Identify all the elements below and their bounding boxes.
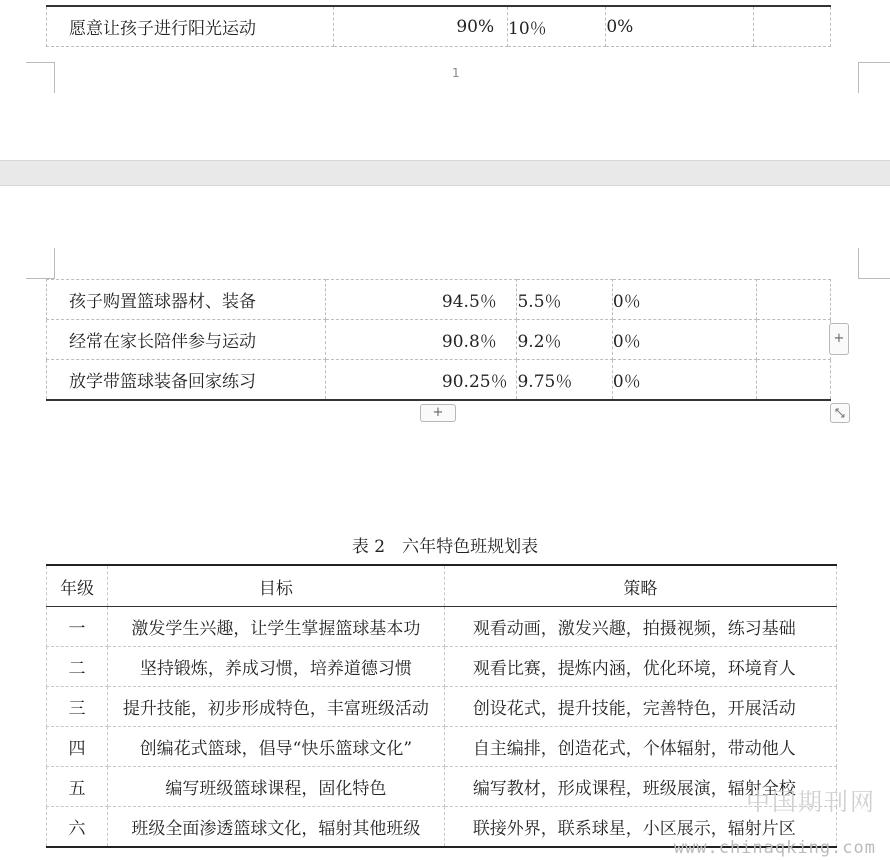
add-column-button[interactable]: + [829, 323, 849, 355]
strategy-cell: 自主编排，创造花式，个体辐射，带动他人 [444, 727, 836, 767]
page-corner-mark [858, 62, 890, 93]
page-corner-mark [858, 248, 890, 279]
grade-cell: 三 [47, 687, 108, 727]
add-row-button[interactable]: + [420, 404, 456, 422]
row-value-no: 0% [606, 6, 754, 47]
resize-icon [834, 407, 846, 419]
grade-cell: 五 [47, 767, 108, 807]
grade-cell: 一 [47, 607, 108, 647]
row-item: 孩子购置篮球器材、装备 [47, 280, 326, 320]
row-value-yes: 94.5％ [325, 280, 517, 320]
plan-table [46, 564, 837, 848]
row-value-yes: 90.25％ [325, 360, 517, 401]
row-item: 经常在家长陪伴参与运动 [47, 320, 326, 360]
row-value-yes: 90% [334, 6, 508, 47]
header-goal: 目标 [107, 565, 444, 607]
table-header-row [47, 565, 837, 607]
page-gap [0, 160, 890, 186]
row-value-maybe: 9.75％ [517, 360, 612, 401]
row-value-no: 0％ [612, 280, 756, 320]
grade-cell: 六 [47, 807, 108, 848]
table-row [47, 320, 831, 360]
page-number: 1 [452, 66, 460, 80]
table-row [47, 727, 837, 767]
empty-cell [754, 6, 831, 47]
goal-cell: 编写班级篮球课程，固化特色 [107, 767, 444, 807]
empty-cell [756, 280, 830, 320]
empty-cell [756, 360, 830, 401]
table-row [47, 687, 837, 727]
resize-handle[interactable] [830, 403, 850, 423]
table-row [47, 607, 837, 647]
row-value-no: 0％ [612, 360, 756, 401]
watermark-url: www.chinaqking.com [673, 838, 876, 858]
grade-cell: 四 [47, 727, 108, 767]
row-value-maybe: 10％ [508, 6, 606, 47]
goal-cell: 坚持锻炼，养成习惯，培养道德习惯 [107, 647, 444, 687]
strategy-cell: 观看比赛，提炼内涵，优化环境，环境育人 [444, 647, 836, 687]
strategy-cell: 联接外界，联系球星，小区展示，辐射片区 [444, 807, 836, 848]
row-value-maybe: 5.5％ [517, 280, 612, 320]
table-row [47, 360, 831, 401]
row-value-yes: 90.8％ [325, 320, 517, 360]
table-row [47, 280, 831, 320]
row-value-maybe: 9.2％ [517, 320, 612, 360]
goal-cell: 班级全面渗透篮球文化，辐射其他班级 [107, 807, 444, 848]
table-row [47, 767, 837, 807]
header-strategy: 策略 [444, 565, 836, 607]
goal-cell: 提升技能，初步形成特色，丰富班级活动 [107, 687, 444, 727]
row-value-no: 0％ [612, 320, 756, 360]
watermark-cn: 中国期刊网 [746, 788, 876, 816]
strategy-cell: 观看动画，激发兴趣，拍摄视频，练习基础 [444, 607, 836, 647]
page-corner-mark [26, 62, 55, 93]
page-corner-mark [26, 248, 55, 279]
goal-cell: 激发学生兴趣，让学生掌握篮球基本功 [107, 607, 444, 647]
survey-table-page2 [46, 279, 831, 401]
goal-cell: 创编花式篮球，倡导“快乐篮球文化” [107, 727, 444, 767]
strategy-cell: 编写教材，形成课程，班级展演，辐射全校 [444, 767, 836, 807]
row-item: 放学带篮球装备回家练习 [47, 360, 326, 401]
table-caption: 表 2 六年特色班规划表 [351, 537, 539, 557]
strategy-cell: 创设花式，提升技能，完善特色，开展活动 [444, 687, 836, 727]
table-row [47, 6, 831, 47]
survey-table-page1 [46, 5, 831, 47]
table-row [47, 647, 837, 687]
empty-cell [756, 320, 830, 360]
grade-cell: 二 [47, 647, 108, 687]
row-item: 愿意让孩子进行阳光运动 [47, 6, 334, 47]
header-grade: 年级 [47, 565, 108, 607]
